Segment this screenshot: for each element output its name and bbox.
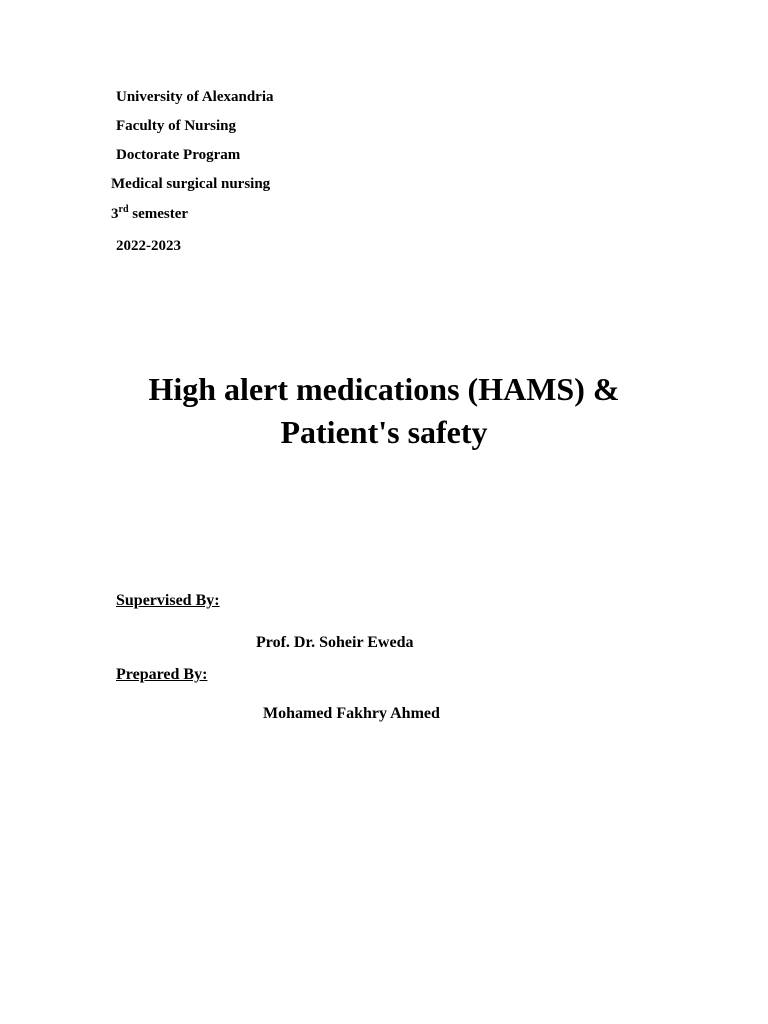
semester-ordinal-suffix: rd — [118, 204, 129, 215]
department-name: Medical surgical nursing — [111, 176, 271, 192]
academic-year: 2022-2023 — [116, 238, 181, 254]
supervised-by-label: Supervised By: — [116, 592, 220, 609]
document-title-line-2: Patient's safety — [280, 414, 488, 450]
author-name: Mohamed Fakhry Ahmed — [263, 705, 440, 722]
document-title-line-1: High alert medications (HAMS) & — [148, 371, 620, 407]
supervisor-name: Prof. Dr. Soheir Eweda — [256, 634, 414, 651]
prepared-by-label: Prepared By: — [116, 666, 208, 683]
semester-word: semester — [132, 206, 189, 222]
semester-line — [111, 205, 188, 223]
university-name: University of Alexandria — [116, 89, 274, 105]
faculty-name: Faculty of Nursing — [116, 118, 236, 134]
program-name: Doctorate Program — [116, 147, 241, 163]
semester-number: 3 — [111, 206, 119, 222]
